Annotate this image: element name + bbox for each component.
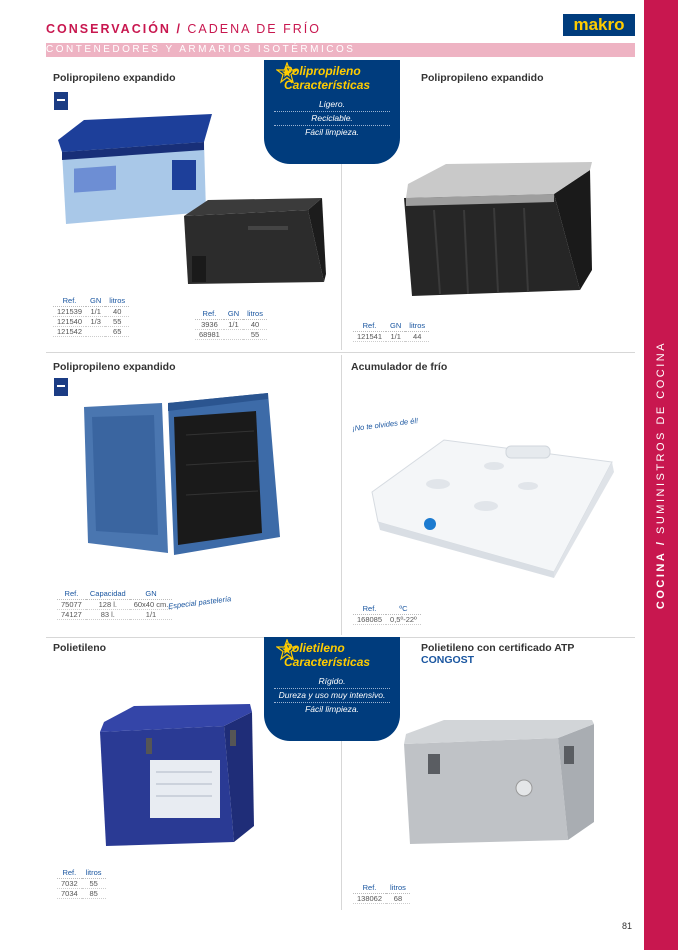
divider-horizontal-1	[46, 352, 635, 353]
table-header: Ref.	[57, 867, 82, 878]
page-number: 81	[622, 921, 633, 931]
table-cell: 128 l.	[86, 599, 130, 609]
table-row	[195, 329, 267, 339]
table-row	[353, 614, 421, 624]
features-title-line1: Polietileno	[284, 641, 345, 655]
product-3-title: Polipropileno expandido	[53, 361, 176, 373]
features-title-line2: Características	[284, 655, 371, 669]
table-cell	[224, 329, 243, 339]
table-header: litros	[405, 320, 429, 331]
product-4-note: ¡No te olvides de él!	[351, 415, 419, 434]
product-4-table	[353, 603, 421, 625]
table-cell: 121539	[53, 306, 86, 316]
table-cell: 85	[82, 888, 106, 898]
table-cell: 40	[105, 306, 129, 316]
table-cell: 1/1	[86, 306, 105, 316]
table-row	[57, 609, 172, 619]
table-cell: 1/1	[224, 319, 243, 329]
table-header: Ref.	[57, 588, 86, 599]
blue-cabinet-open-image	[78, 385, 286, 560]
grey-atp-container-image	[398, 718, 598, 848]
features-heading	[264, 637, 400, 669]
product-2-table	[353, 320, 429, 342]
black-container-image	[178, 196, 328, 288]
table-header: GN	[224, 308, 243, 319]
table-cell: 44	[405, 331, 429, 341]
product-1-table-b	[195, 308, 267, 340]
table-header: GN	[386, 320, 405, 331]
table-header: GN	[130, 588, 173, 599]
table-row	[53, 316, 129, 326]
sidebar-subsection: SUMINISTROS DE COCINA	[655, 340, 667, 534]
table-cell: 168085	[353, 614, 386, 624]
table-cell: 0,5º-22º	[386, 614, 421, 624]
product-5-table	[57, 867, 106, 899]
feature-item: Reciclable.	[274, 112, 390, 126]
header-subsection: CADENA DE FRÍO	[187, 22, 321, 36]
sidebar-separator: /	[655, 539, 667, 546]
table-cell: 121540	[53, 316, 86, 326]
features-title-line1: Polipropileno	[284, 64, 361, 78]
table-header: litros	[105, 295, 129, 306]
product-2-title: Polipropileno expandido	[421, 72, 544, 84]
table-cell: 83 l.	[86, 609, 130, 619]
table-row	[353, 893, 410, 903]
product-3-table	[57, 588, 172, 620]
table-cell: 40	[243, 319, 267, 329]
product-6-title	[421, 642, 574, 666]
feature-item: Ligero.	[274, 98, 390, 112]
table-row	[57, 888, 106, 898]
table-cell: 55	[243, 329, 267, 339]
table-header: ºC	[386, 603, 421, 614]
feature-item: Fácil limpieza.	[305, 704, 359, 714]
product-1-title: Polipropileno expandido	[53, 72, 176, 84]
table-cell: 1/3	[86, 316, 105, 326]
table-row	[57, 878, 106, 888]
product-1-badge	[54, 92, 68, 110]
table-header: Ref.	[353, 320, 386, 331]
table-cell: 138062	[353, 893, 386, 903]
black-container-grey-lid-image	[394, 160, 594, 300]
divider-vertical-middle	[341, 355, 342, 635]
table-cell: 55	[105, 316, 129, 326]
table-header: Ref.	[53, 295, 86, 306]
table-cell: 121541	[353, 331, 386, 341]
table-cell: 60x40 cm.	[130, 599, 173, 609]
product-6-table	[353, 882, 410, 904]
features-heading	[264, 60, 400, 92]
table-cell: 1/1	[386, 331, 405, 341]
table-header: Ref.	[353, 882, 386, 893]
table-cell: 7034	[57, 888, 82, 898]
table-cell: 7032	[57, 878, 82, 888]
product-6-title-text: Polietileno con certificado ATP	[421, 642, 575, 654]
table-row	[195, 319, 267, 329]
product-3-badge	[54, 378, 68, 396]
features-box-polietileno	[264, 637, 400, 741]
table-cell: 75077	[57, 599, 86, 609]
product-4-title: Acumulador de frío	[351, 361, 448, 373]
table-row	[53, 306, 129, 316]
table-cell	[86, 326, 105, 336]
header-section: CONSERVACIÓN	[46, 22, 171, 36]
table-cell: 121542	[53, 326, 86, 336]
table-cell: 68	[386, 893, 410, 903]
table-cell: 68981	[195, 329, 224, 339]
table-header: litros	[386, 882, 410, 893]
table-header: Capacidad	[86, 588, 130, 599]
features-box-polipropileno	[264, 60, 400, 164]
table-header: litros	[82, 867, 106, 878]
table-cell: 74127	[57, 609, 86, 619]
sidebar-label	[655, 341, 667, 609]
table-cell: 55	[82, 878, 106, 888]
feature-item: Rígido.	[274, 675, 390, 689]
product-6-brand: CONGOST	[421, 654, 475, 666]
table-row	[57, 599, 172, 609]
table-row	[53, 326, 129, 336]
sidebar-section: COCINA	[655, 550, 667, 610]
features-title-line2: Características	[284, 78, 371, 92]
table-header: Ref.	[353, 603, 386, 614]
table-header: Ref.	[195, 308, 224, 319]
makro-logo: makro	[563, 14, 635, 36]
table-cell: 3936	[195, 319, 224, 329]
subtitle-bar: CONTENEDORES Y ARMARIOS ISOTÉRMICOS	[46, 43, 635, 57]
feature-item: Fácil limpieza.	[305, 127, 359, 137]
table-header: litros	[243, 308, 267, 319]
header-separator: /	[176, 22, 182, 36]
table-cell: 65	[105, 326, 129, 336]
table-cell: 1/1	[130, 609, 173, 619]
table-row	[353, 331, 429, 341]
page-header	[46, 22, 321, 36]
table-header: GN	[86, 295, 105, 306]
feature-item: Dureza y uso muy intensivo.	[274, 689, 390, 703]
product-5-title: Polietileno	[53, 642, 107, 654]
product-3-note: Especial pastelería	[167, 594, 232, 611]
product-1-table-a	[53, 295, 129, 337]
navy-polyethylene-container-image	[94, 702, 256, 850]
white-ice-pack-image	[368, 432, 618, 580]
